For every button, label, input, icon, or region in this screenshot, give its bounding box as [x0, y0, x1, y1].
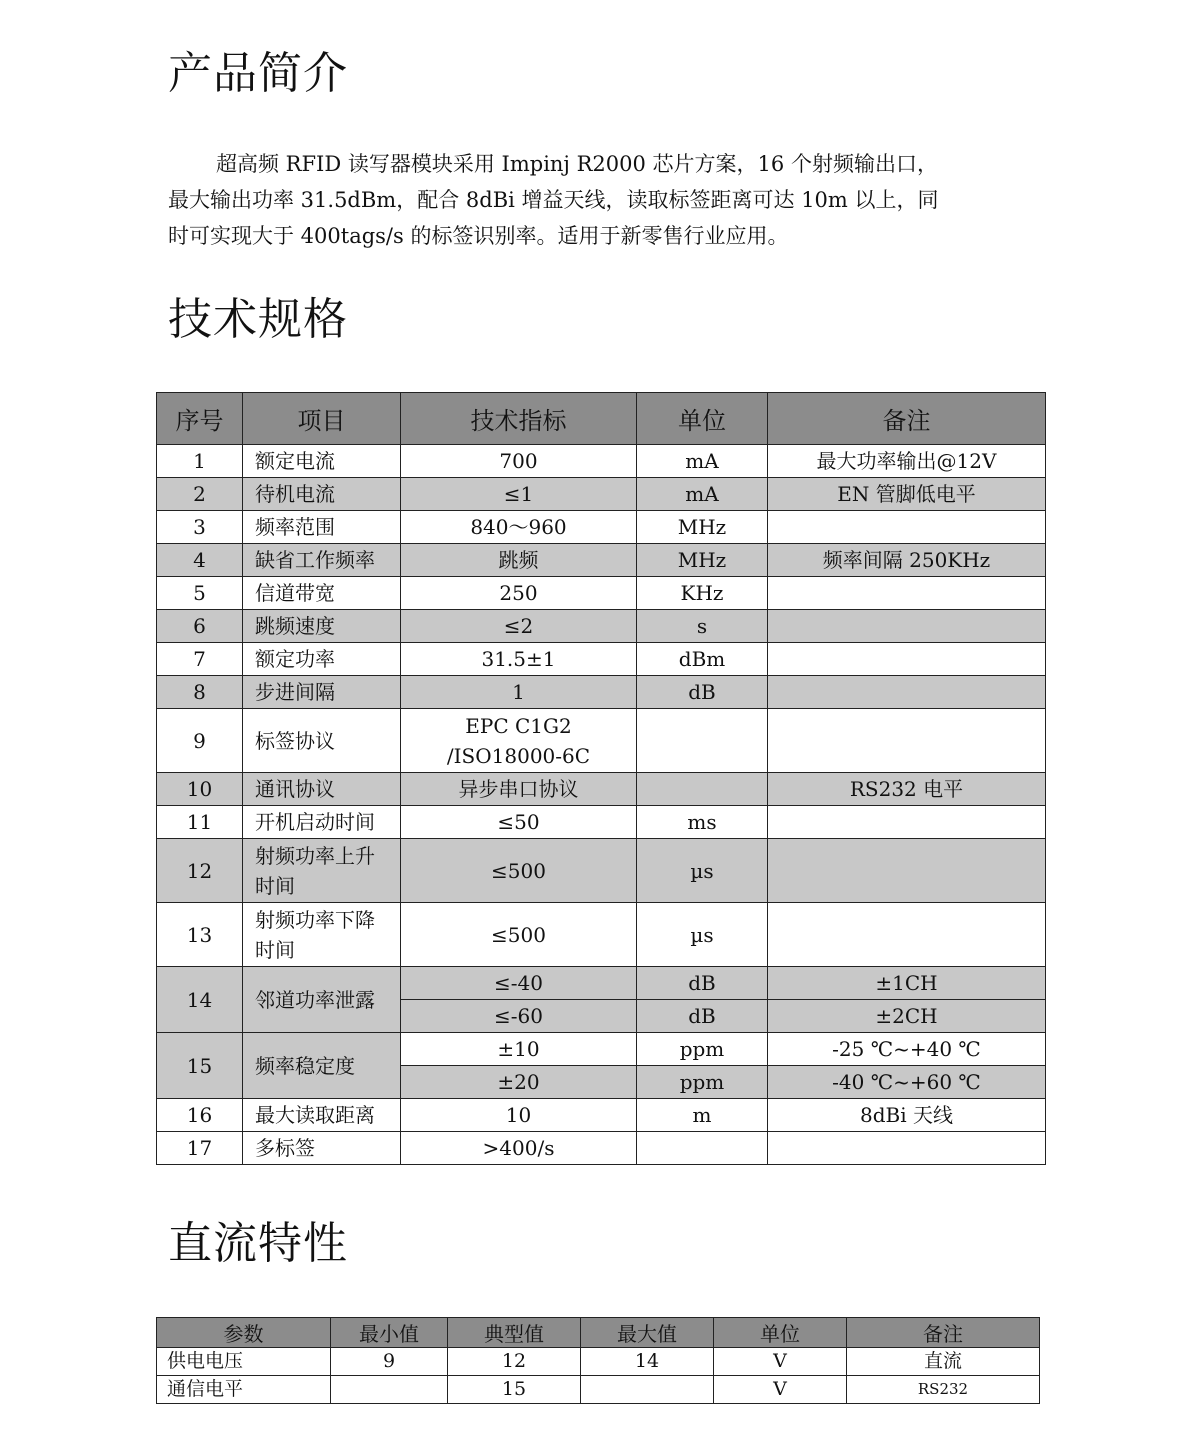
cell-unit: mA	[637, 478, 768, 511]
table-row	[157, 577, 1046, 610]
column-header: 项目	[243, 393, 401, 445]
cell-unit: mA	[637, 445, 768, 478]
table-row	[157, 445, 1046, 478]
cell-note	[768, 511, 1046, 544]
cell-item: 额定电流	[243, 445, 401, 478]
column-header: 备注	[847, 1318, 1040, 1348]
cell-note: 直流	[847, 1348, 1040, 1376]
cell-value: ≤500	[401, 839, 637, 903]
table-row	[157, 643, 1046, 676]
item-line: 时间	[255, 937, 295, 962]
cell-item: 步进间隔	[243, 676, 401, 709]
section-title-dc: 直流特性	[168, 1218, 348, 1269]
cell-no: 5	[157, 577, 243, 610]
cell-note: 最大功率输出@12V	[768, 445, 1046, 478]
cell-param: 通信电平	[157, 1376, 331, 1404]
column-header: 技术指标	[401, 393, 637, 445]
section-title-spec: 技术规格	[168, 294, 348, 345]
table-row	[157, 839, 1046, 903]
item-line: 射频功率下降	[255, 907, 375, 932]
cell-value: 250	[401, 577, 637, 610]
cell-unit: ms	[637, 806, 768, 839]
cell-value: 10	[401, 1099, 637, 1132]
table-row	[157, 1099, 1046, 1132]
column-header: 单位	[714, 1318, 847, 1348]
table-header-row	[157, 1318, 1040, 1348]
table-row	[157, 1033, 1046, 1066]
cell-value: ≤50	[401, 806, 637, 839]
cell-no: 11	[157, 806, 243, 839]
cell-min	[331, 1376, 448, 1404]
cell-unit: V	[714, 1376, 847, 1404]
cell-unit	[637, 773, 768, 806]
cell-unit: KHz	[637, 577, 768, 610]
cell-value: ≤-60	[401, 1000, 637, 1033]
table-row	[157, 1348, 1040, 1376]
cell-no: 16	[157, 1099, 243, 1132]
cell-unit: dBm	[637, 643, 768, 676]
cell-note: -25 ℃~+40 ℃	[768, 1033, 1046, 1066]
cell-unit: s	[637, 610, 768, 643]
cell-item	[243, 903, 401, 967]
cell-unit: m	[637, 1099, 768, 1132]
cell-note: ±1CH	[768, 967, 1046, 1000]
cell-item: 缺省工作频率	[243, 544, 401, 577]
cell-value: 700	[401, 445, 637, 478]
dc-table	[156, 1317, 1040, 1404]
table-row	[157, 806, 1046, 839]
cell-value: ≤-40	[401, 967, 637, 1000]
table-row	[157, 511, 1046, 544]
table-row	[157, 1376, 1040, 1404]
cell-typ: 15	[448, 1376, 581, 1404]
cell-unit: ppm	[637, 1066, 768, 1099]
column-header: 序号	[157, 393, 243, 445]
cell-note	[768, 577, 1046, 610]
cell-item: 频率稳定度	[243, 1033, 401, 1099]
cell-value: ±20	[401, 1066, 637, 1099]
cell-value: 1	[401, 676, 637, 709]
value-line: /ISO18000-6C	[446, 743, 591, 768]
cell-value	[401, 709, 637, 773]
section-title-intro: 产品简介	[168, 48, 348, 99]
cell-value: ≤500	[401, 903, 637, 967]
cell-min: 9	[331, 1348, 448, 1376]
cell-value: 31.5±1	[401, 643, 637, 676]
cell-note	[768, 903, 1046, 967]
cell-max	[581, 1376, 714, 1404]
column-header: 备注	[768, 393, 1046, 445]
cell-no: 13	[157, 903, 243, 967]
cell-max: 14	[581, 1348, 714, 1376]
cell-item: 最大读取距离	[243, 1099, 401, 1132]
cell-note: RS232	[847, 1376, 1040, 1404]
cell-note: -40 ℃~+60 ℃	[768, 1066, 1046, 1099]
cell-unit	[637, 1132, 768, 1165]
cell-value: 840～960	[401, 511, 637, 544]
cell-note: RS232 电平	[768, 773, 1046, 806]
table-header-row	[157, 393, 1046, 445]
cell-no: 1	[157, 445, 243, 478]
cell-note: 频率间隔 250KHz	[768, 544, 1046, 577]
cell-note	[768, 676, 1046, 709]
table-row	[157, 478, 1046, 511]
cell-value: ±10	[401, 1033, 637, 1066]
cell-unit: MHz	[637, 511, 768, 544]
cell-unit: V	[714, 1348, 847, 1376]
table-row	[157, 544, 1046, 577]
cell-no: 17	[157, 1132, 243, 1165]
table-row	[157, 967, 1046, 1000]
item-line: 时间	[255, 873, 295, 898]
cell-item: 信道带宽	[243, 577, 401, 610]
cell-note	[768, 1132, 1046, 1165]
cell-value: 跳频	[401, 544, 637, 577]
cell-no: 10	[157, 773, 243, 806]
item-line: 射频功率上升	[255, 843, 375, 868]
cell-item	[243, 839, 401, 903]
cell-unit: ppm	[637, 1033, 768, 1066]
column-header: 最大值	[581, 1318, 714, 1348]
cell-note: 8dBi 天线	[768, 1099, 1046, 1132]
cell-typ: 12	[448, 1348, 581, 1376]
cell-unit: dB	[637, 967, 768, 1000]
cell-item: 额定功率	[243, 643, 401, 676]
column-header: 典型值	[448, 1318, 581, 1348]
cell-no: 15	[157, 1033, 243, 1099]
cell-item: 开机启动时间	[243, 806, 401, 839]
table-row	[157, 1132, 1046, 1165]
column-header: 参数	[157, 1318, 331, 1348]
cell-note	[768, 709, 1046, 773]
cell-item: 标签协议	[243, 709, 401, 773]
column-header: 单位	[637, 393, 768, 445]
cell-no: 12	[157, 839, 243, 903]
cell-note	[768, 643, 1046, 676]
cell-item: 待机电流	[243, 478, 401, 511]
column-header: 最小值	[331, 1318, 448, 1348]
cell-unit: dB	[637, 1000, 768, 1033]
cell-unit: dB	[637, 676, 768, 709]
table-row	[157, 709, 1046, 773]
cell-no: 14	[157, 967, 243, 1033]
value-line: EPC C1G2	[465, 713, 572, 738]
table-row	[157, 903, 1046, 967]
cell-no: 7	[157, 643, 243, 676]
cell-note	[768, 839, 1046, 903]
intro-line-3: 时可实现大于 400tags/s 的标签识别率。适用于新零售行业应用。	[168, 224, 789, 248]
table-row	[157, 676, 1046, 709]
cell-note: ±2CH	[768, 1000, 1046, 1033]
table-row	[157, 610, 1046, 643]
cell-note: EN 管脚低电平	[768, 478, 1046, 511]
intro-paragraph	[168, 146, 1048, 254]
cell-no: 4	[157, 544, 243, 577]
intro-line-2: 最大输出功率 31.5dBm，配合 8dBi 增益天线，读取标签距离可达 10m 以上，同	[168, 188, 939, 212]
cell-item: 邻道功率泄露	[243, 967, 401, 1033]
spec-table	[156, 392, 1046, 1165]
table-row	[157, 773, 1046, 806]
cell-item: 通讯协议	[243, 773, 401, 806]
cell-value: ≤2	[401, 610, 637, 643]
cell-note	[768, 806, 1046, 839]
cell-no: 2	[157, 478, 243, 511]
cell-param: 供电电压	[157, 1348, 331, 1376]
cell-value: 异步串口协议	[401, 773, 637, 806]
cell-unit: MHz	[637, 544, 768, 577]
intro-line-1: 超高频 RFID 读写器模块采用 Impinj R2000 芯片方案，16 个射频输出口，	[216, 152, 938, 176]
cell-value: >400/s	[401, 1132, 637, 1165]
cell-unit: µs	[637, 839, 768, 903]
cell-note	[768, 610, 1046, 643]
cell-item: 多标签	[243, 1132, 401, 1165]
cell-no: 9	[157, 709, 243, 773]
cell-unit	[637, 709, 768, 773]
cell-no: 6	[157, 610, 243, 643]
cell-item: 跳频速度	[243, 610, 401, 643]
cell-no: 3	[157, 511, 243, 544]
cell-unit: µs	[637, 903, 768, 967]
cell-value: ≤1	[401, 478, 637, 511]
cell-no: 8	[157, 676, 243, 709]
cell-item: 频率范围	[243, 511, 401, 544]
